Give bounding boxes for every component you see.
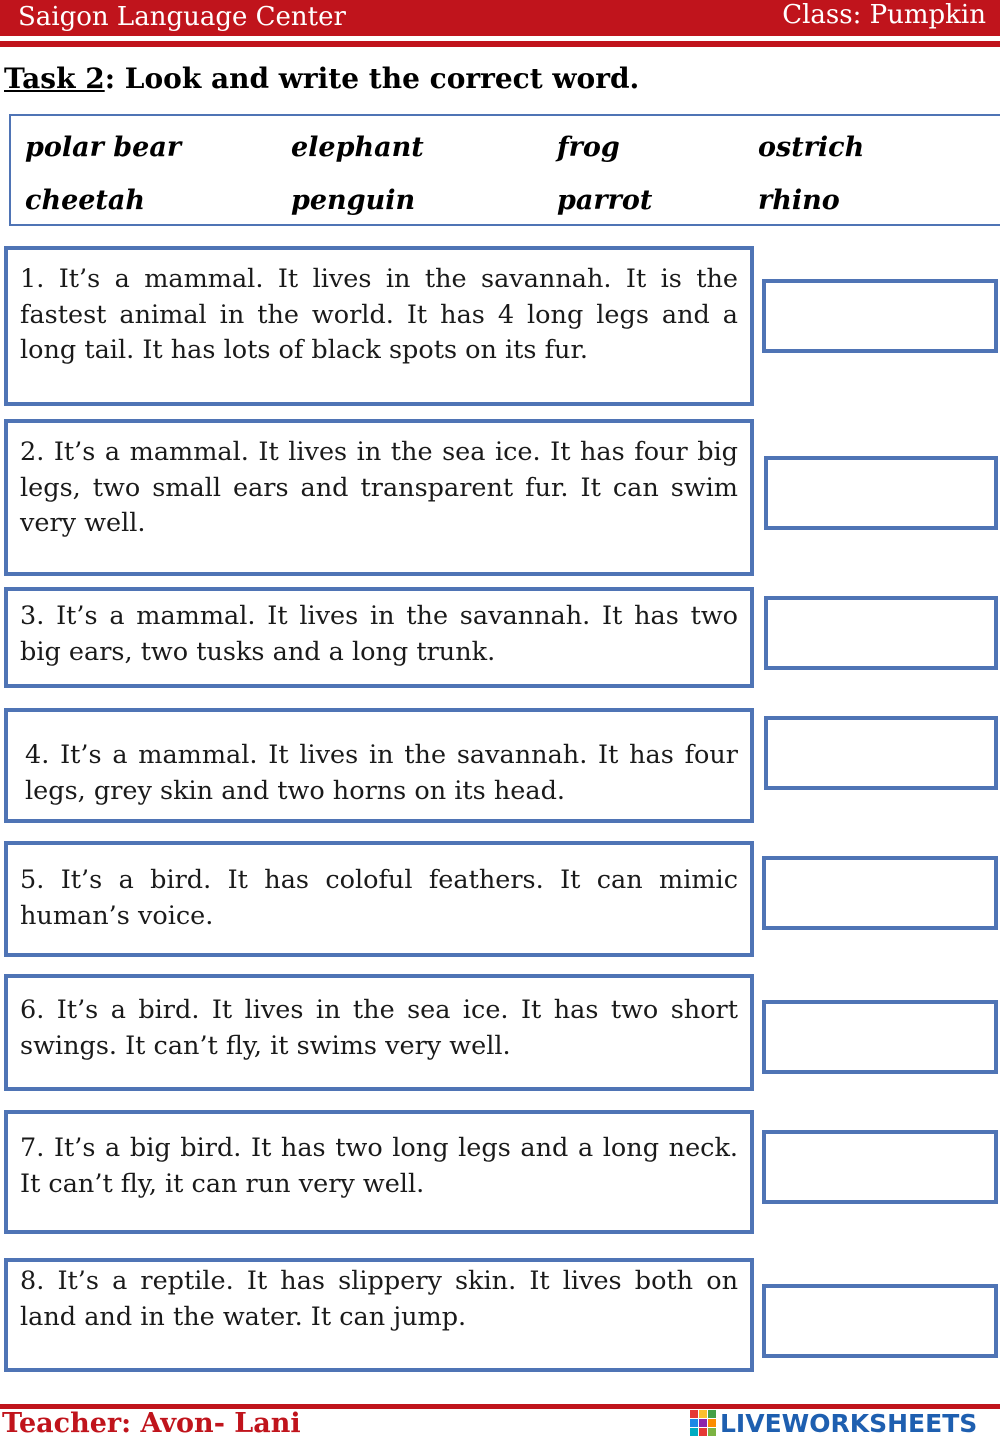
answer-input-8[interactable] bbox=[762, 1284, 998, 1358]
school-name: Saigon Language Center bbox=[18, 2, 346, 32]
liveworksheets-logo-text: LIVEWORKSHEETS bbox=[720, 1408, 978, 1438]
answer-input-5[interactable] bbox=[762, 856, 998, 930]
answer-input-1[interactable] bbox=[762, 279, 998, 353]
clue-box-4 bbox=[4, 708, 754, 823]
clue-text: 7. It’s a big bird. It has two long legs and a long neck. It can’t fly, it can run very well. bbox=[20, 1133, 738, 1199]
word-bank-item: polar bear bbox=[25, 132, 182, 163]
clue-text: 2. It’s a mammal. It lives in the sea ice. It has four big legs, two small ears and transparent fur. It can swim very well. bbox=[20, 437, 738, 538]
word-bank-item: penguin bbox=[291, 185, 416, 216]
answer-input-3[interactable] bbox=[764, 596, 998, 670]
clue-text: 8. It’s a reptile. It has slippery skin. It lives both on land and in the water. It can jump. bbox=[20, 1266, 738, 1332]
clue-text: 6. It’s a bird. It lives in the sea ice. It has two short swings. It can’t fly, it swims very well. bbox=[20, 995, 738, 1061]
header-bar bbox=[0, 0, 1000, 36]
clue-text: 1. It’s a mammal. It lives in the savannah. It is the fastest animal in the world. It has 4 long legs and a long tail. It has lots of black spots on its fur. bbox=[20, 264, 738, 365]
clue-box-7 bbox=[4, 1110, 754, 1234]
liveworksheets-logo-icon bbox=[690, 1410, 716, 1436]
clue-box-5 bbox=[4, 841, 754, 957]
word-bank-item: cheetah bbox=[25, 185, 146, 216]
task-instruction: : Look and write the correct word. bbox=[104, 62, 640, 95]
clue-text: 4. It’s a mammal. It lives in the savannah. It has four legs, grey skin and two horns on its head. bbox=[25, 740, 738, 806]
word-bank-item: frog bbox=[557, 132, 620, 163]
header-divider bbox=[0, 41, 1000, 47]
task-title bbox=[4, 62, 639, 95]
word-bank-item: parrot bbox=[557, 185, 653, 216]
word-bank-item: rhino bbox=[758, 185, 840, 216]
answer-input-2[interactable] bbox=[764, 456, 998, 530]
word-bank bbox=[9, 114, 1000, 226]
class-label: Class: Pumpkin bbox=[782, 0, 986, 30]
clue-text: 5. It’s a bird. It has coloful feathers. It can mimic human’s voice. bbox=[20, 865, 738, 931]
answer-input-4[interactable] bbox=[764, 716, 998, 790]
answer-input-6[interactable] bbox=[762, 1000, 998, 1074]
task-label: Task 2 bbox=[4, 62, 105, 95]
clue-box-3 bbox=[4, 587, 754, 688]
answer-input-7[interactable] bbox=[762, 1130, 998, 1204]
word-bank-item: elephant bbox=[291, 132, 424, 163]
liveworksheets-logo bbox=[690, 1409, 977, 1437]
clue-box-6 bbox=[4, 974, 754, 1091]
teacher-name: Teacher: Avon- Lani bbox=[2, 1408, 301, 1439]
clue-box-2 bbox=[4, 419, 754, 576]
clue-box-1 bbox=[4, 246, 754, 406]
clue-box-8 bbox=[4, 1258, 754, 1372]
clue-text: 3. It’s a mammal. It lives in the savannah. It has two big ears, two tusks and a long trunk. bbox=[20, 601, 738, 667]
word-bank-item: ostrich bbox=[758, 132, 865, 163]
